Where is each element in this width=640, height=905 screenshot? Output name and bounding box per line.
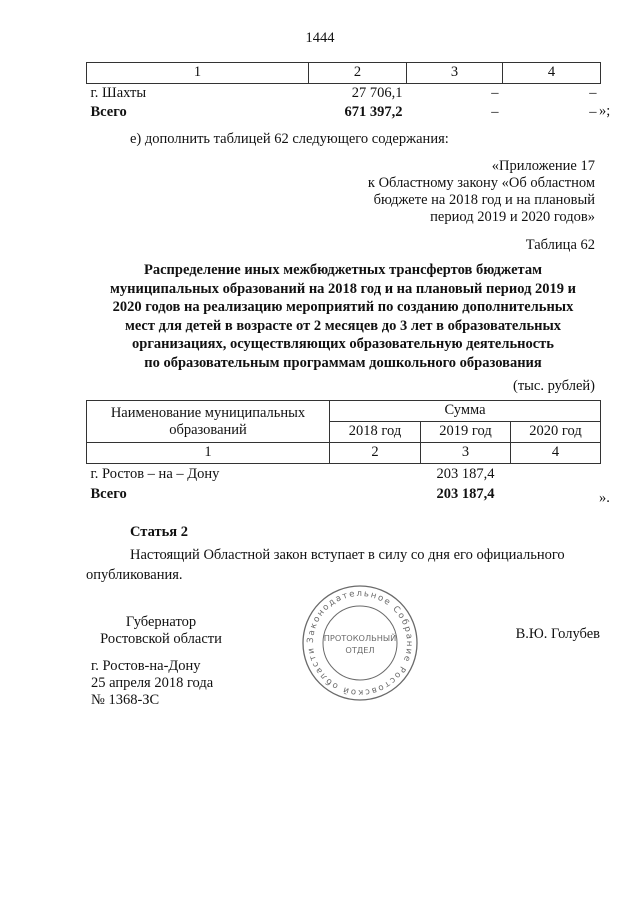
value-2019: – xyxy=(491,104,499,121)
table-number: Таблица 62 xyxy=(525,237,595,253)
header-cell: 1 xyxy=(87,63,309,84)
official-stamp xyxy=(300,583,420,703)
stamp-outer-text: Законодательное Собрание Ростовской области xyxy=(305,588,415,698)
title-line: Распределение иных межбюджетных трансфертов бюджетам xyxy=(144,262,542,278)
value-2020 xyxy=(511,464,601,485)
appendix-line: период 2019 и 2020 годов» xyxy=(430,209,595,225)
appendix-line: бюджете на 2018 год и на плановый xyxy=(373,192,595,208)
title-line: муниципальных образований на 2018 год и на плановый период 2019 и xyxy=(109,280,577,297)
closing-quote: »; xyxy=(599,103,611,119)
column-number: 1 xyxy=(87,443,330,464)
table-total-row xyxy=(87,485,601,506)
numbering-row xyxy=(87,443,601,464)
page-number: 1444 xyxy=(305,30,335,46)
closing-quote: ». xyxy=(599,490,610,506)
table-header-row xyxy=(87,63,601,84)
signing-details xyxy=(91,658,213,709)
table-total-row xyxy=(87,103,601,122)
law-number: № 1368-ЗС xyxy=(91,692,160,708)
article-title: Статья 2 xyxy=(130,524,188,540)
header-cell: 2 xyxy=(309,63,407,84)
title-line: организациях, осуществляющих образовательную деятельность xyxy=(132,336,554,352)
title-line: по образовательным программам дошкольного образования xyxy=(144,354,542,371)
column-number: 2 xyxy=(330,443,421,464)
stamp-inner-line: ПРОТОКОЛЬНЫЙ xyxy=(323,633,397,643)
table-row xyxy=(87,84,601,104)
appendix-caption xyxy=(330,158,595,226)
governor-title xyxy=(86,614,236,649)
sum-column-header: Сумма xyxy=(330,401,601,422)
stamp-inner-ring xyxy=(323,606,397,680)
article-line: Настоящий Областной закон вступает в силу со дня его официального xyxy=(130,547,565,563)
value-2019: – xyxy=(491,85,499,101)
year-header: 2018 год xyxy=(330,422,421,443)
column-number: 3 xyxy=(421,443,511,464)
article-line: опубликования. xyxy=(86,567,183,583)
amendment-text: е) дополнить таблицей 62 следующего содержания: xyxy=(130,131,449,147)
signing-date: 25 апреля 2018 года xyxy=(91,675,214,691)
header-cell: 3 xyxy=(407,63,503,84)
table-header-row xyxy=(87,401,601,422)
column-number: 4 xyxy=(511,443,601,464)
header-cell: 4 xyxy=(503,63,601,84)
appendix-line: «Приложение 17 xyxy=(491,158,595,174)
table-row xyxy=(87,464,601,485)
value-2018: 671 397,2 xyxy=(344,104,403,121)
value-2020: – xyxy=(589,85,597,101)
municipality-column-header: Наименование муниципальных образований xyxy=(87,401,330,443)
value-2020 xyxy=(511,485,601,506)
governor-name: В.Ю. Голубев xyxy=(515,626,600,642)
governor-title-line: Губернатор xyxy=(125,614,197,630)
previous-table-fragment xyxy=(86,62,601,123)
signing-place: г. Ростов-на-Дону xyxy=(91,658,201,674)
article-text xyxy=(86,547,600,587)
value-2018 xyxy=(330,485,421,506)
title-line: мест для детей в возрасте от 2 месяцев до 3 лет в образовательных xyxy=(124,317,562,334)
year-header: 2019 год xyxy=(421,422,511,443)
row-name: г. Шахты xyxy=(90,85,147,101)
row-name: Всего xyxy=(90,486,127,503)
year-header: 2020 год xyxy=(511,422,601,443)
table-62 xyxy=(86,400,601,506)
appendix-line: к Областному закону «Об областном xyxy=(367,175,595,191)
table-title xyxy=(86,262,600,373)
governor-title-line: Ростовской области xyxy=(100,631,222,648)
value-2018: 27 706,1 xyxy=(351,85,403,101)
value-2020: – xyxy=(589,104,597,121)
stamp-inner-line: ОТДЕЛ xyxy=(345,645,375,655)
value-2019: 203 187,4 xyxy=(436,465,495,482)
value-2018 xyxy=(330,464,421,485)
units-label: (тыс. рублей) xyxy=(513,378,595,394)
stamp-outer-ring xyxy=(303,586,417,700)
title-line: 2020 годов на реализацию мероприятий по созданию дополнительных xyxy=(112,299,574,315)
row-name: г. Ростов – на – Дону xyxy=(90,465,220,482)
value-2019: 203 187,4 xyxy=(436,486,495,503)
row-name: Всего xyxy=(90,104,127,121)
